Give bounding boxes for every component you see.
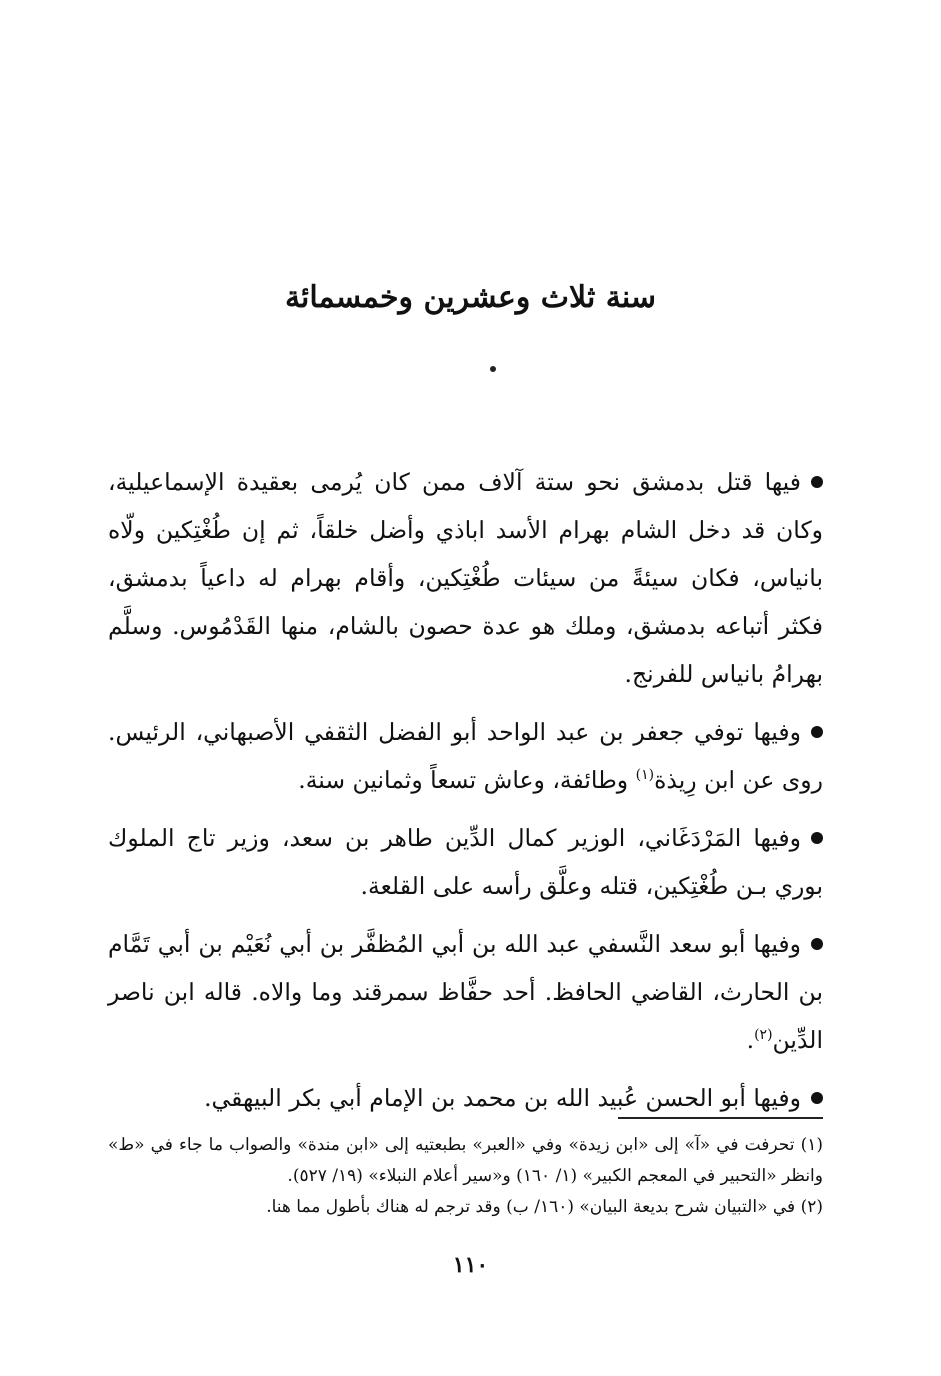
footnotes <box>108 1130 823 1223</box>
footnote-1: (١) تحرفت في «آ» إلى «ابن زيدة» وفي «العبر» بطبعتيه إلى «ابن مندة» والصواب ما جاء في «ط» وانظر «التحبير في المعجم الكبير» (١/ ١٦٠) و«سير أعلام النبلاء» (١٩/ ٥٢٧). <box>108 1135 823 1186</box>
paragraph-text: وفيها المَرْدَغَاني، الوزير كمال الدِّين طاهر بن سعد، وزير تاج الملوك بوري بـن طُغْتِكين، قتله وعلَّق رأسه على القلعة. <box>108 824 823 900</box>
paragraph-text: فيها قتل بدمشق نحو ستة آلاف ممن كان يُرمى بعقيدة الإسماعيلية، وكان قد دخل الشام بهرام الأسد اباذي وأضل خلقاً، ثم إن طُغْتِكين ولّاه بانياس، فكان سيئةً من سيئات طُغْتِكين، وأقام بهرام له داعياً بدمشق، فكثر أتباعه بدمشق، وملك هو عدة حصون بالشام، منها القَدْمُوس. وسلَّم بهرامُ بانياس للفرنج. <box>108 468 823 688</box>
paragraph-1 <box>108 458 823 698</box>
paragraph-text-continued: . <box>746 1026 755 1054</box>
bullet-icon <box>811 476 823 488</box>
ornament-dot <box>490 366 496 372</box>
bullet-icon <box>811 726 823 738</box>
paragraph-text: وفيها أبو سعد النَّسفي عبد الله بن أبي المُظفَّر بن أبي نُعَيْم بن أبي تَمَّام بن الحارث، القاضي الحافظ. أحد حفَّاظ سمرقند وما والاه. قاله ابن ناصر الدِّين <box>108 930 823 1054</box>
paragraph-4 <box>108 920 823 1064</box>
bullet-icon <box>811 832 823 844</box>
bullet-icon <box>811 1092 823 1104</box>
page-number: ١١٠ <box>452 1252 489 1278</box>
paragraph-text: وفيها توفي جعفر بن عبد الواحد أبو الفضل الثقفي الأصبهاني، الرئيس. روى عن ابن رِيذة <box>108 718 823 794</box>
paragraph-2 <box>108 708 823 804</box>
footnote-2: (٢) في «التبيان شرح بديعة البيان» (١٦٠/ ب) وقد ترجم له هناك بأطول مما هنا. <box>266 1197 823 1217</box>
footnote-reference: (٢) <box>754 1027 773 1044</box>
footnote-divider <box>618 1117 823 1119</box>
main-text <box>108 458 823 1122</box>
paragraph-text: وفيها أبو الحسن عُبيد الله بن محمد بن الإمام أبي بكر البيهقي. <box>204 1084 801 1112</box>
paragraph-text-continued: وطائفة، وعاش تسعاً وثمانين سنة. <box>298 766 636 794</box>
page-title: سنة ثلاث وعشرين وخمسمائة <box>284 280 657 315</box>
paragraph-3 <box>108 814 823 910</box>
paragraph-5 <box>108 1074 823 1122</box>
bullet-icon <box>811 938 823 950</box>
footnote-reference: (١) <box>635 767 655 784</box>
